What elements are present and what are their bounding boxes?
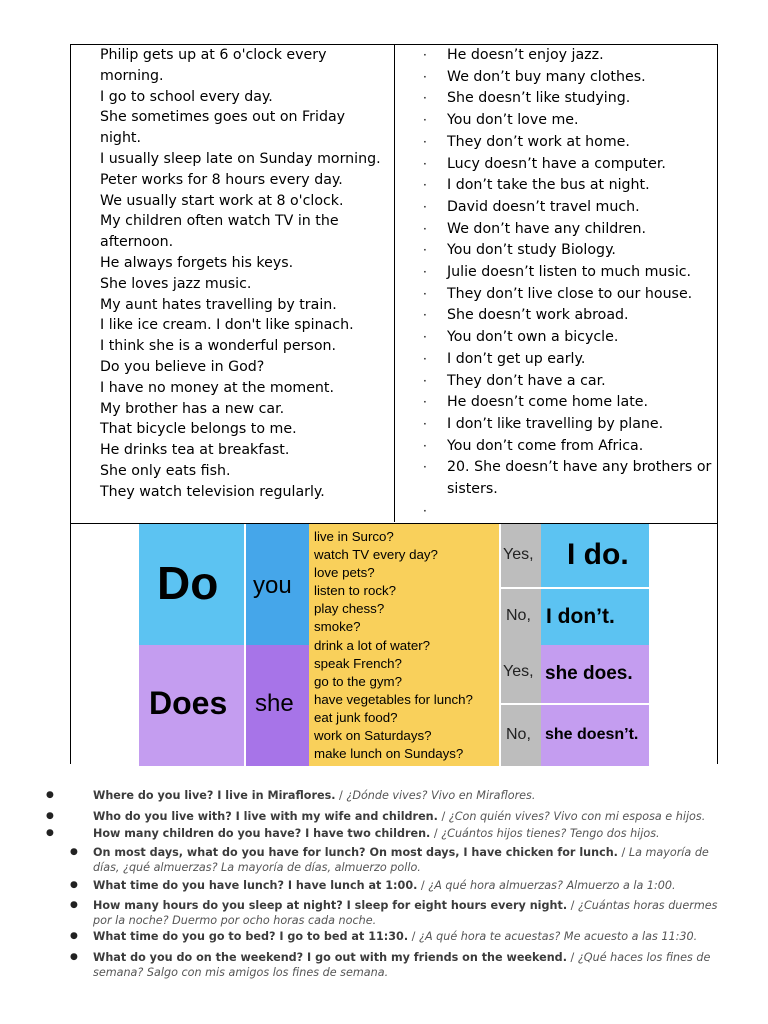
verb-phrase: have vegetables for lunch? xyxy=(314,691,473,707)
list-item: We usually start work at 8 o'clock. xyxy=(100,192,344,209)
list-item xyxy=(420,88,718,110)
list-item-text: They don’t have a car. xyxy=(447,372,606,389)
verb-phrase: play chess? xyxy=(314,601,385,617)
bullet-dot: · xyxy=(423,395,427,410)
list-item xyxy=(420,110,718,132)
does-cell xyxy=(139,645,244,766)
list-item-text: You don’t study Biology. xyxy=(447,242,616,259)
you-label: you xyxy=(253,572,292,599)
list-item xyxy=(420,262,718,284)
no-label: No, xyxy=(506,607,531,624)
separator: / xyxy=(570,951,575,964)
she-label: she xyxy=(255,690,294,717)
list-item-text: You don’t own a bicycle. xyxy=(447,329,619,346)
spanish-text: ¿A qué hora te acuestas? Me acuesto a las 11:30. xyxy=(419,930,698,943)
bullet-dot: · xyxy=(423,503,427,518)
bullet-dot: · xyxy=(423,416,427,431)
bullet-dot: · xyxy=(423,308,427,323)
bullet-dot: · xyxy=(423,91,427,106)
bullet-dot: · xyxy=(423,113,427,128)
english-text: Where do you live? I live in Miraflores. xyxy=(93,789,336,802)
list-item-text: She doesn’t work abroad. xyxy=(447,307,629,324)
verb-phrase-list xyxy=(314,528,473,763)
list-item-text: David doesn’t travel much. xyxy=(447,198,640,215)
yes-cell-2 xyxy=(501,645,541,703)
list-item: I like ice cream. I don't like spinach. xyxy=(100,317,354,334)
affirmative-sentence-list xyxy=(100,45,390,503)
separator: / xyxy=(339,789,343,802)
list-item: I have no money at the moment. xyxy=(100,379,334,396)
bullet-dot: · xyxy=(423,178,427,193)
english-text: What time do you go to bed? I go to bed at 11:30. xyxy=(93,930,409,943)
list-item-text: Lucy doesn’t have a computer. xyxy=(447,155,666,172)
bullet-icon: ● xyxy=(70,880,78,890)
list-item xyxy=(420,305,718,327)
list-item xyxy=(420,132,718,154)
list-item xyxy=(420,240,718,262)
list-item: That bicycle belongs to me. xyxy=(100,421,297,438)
list-item xyxy=(420,457,718,500)
you-cell xyxy=(246,524,309,645)
bullet-icon: ● xyxy=(46,790,54,800)
list-item xyxy=(420,284,718,306)
list-item-text: I don’t take the bus at night. xyxy=(447,177,650,194)
bullet-icon: ● xyxy=(46,811,54,821)
bullet-dot: · xyxy=(423,286,427,301)
list-item-text: He doesn’t come home late. xyxy=(447,394,648,411)
list-item: I usually sleep late on Sunday morning. xyxy=(100,150,381,167)
list-item: I think she is a wonderful person. xyxy=(100,338,336,355)
no-label: No, xyxy=(506,726,531,743)
list-item: They watch television regularly. xyxy=(100,483,325,500)
bullet-icon: ● xyxy=(70,952,78,962)
answer-she-doesnt: she doesn’t. xyxy=(545,726,639,743)
list-item-text: I don’t get up early. xyxy=(447,350,586,367)
yes-label: Yes, xyxy=(503,663,534,680)
list-item-text: They don’t live close to our house. xyxy=(447,285,693,302)
qa-item xyxy=(93,878,723,893)
answer-i-dont-cell xyxy=(541,589,649,645)
separator: / xyxy=(441,810,446,823)
english-text: What time do you have lunch? I have lunch at 1:00. xyxy=(93,879,418,892)
list-item: He always forgets his keys. xyxy=(100,254,294,271)
separator: / xyxy=(420,879,425,892)
verb-phrase: make lunch on Sundays? xyxy=(314,746,464,762)
list-item-text: He doesn’t enjoy jazz. xyxy=(447,47,604,63)
yes-label: Yes, xyxy=(503,546,534,563)
english-text: How many hours do you sleep at night? I sleep for eight hours every night. xyxy=(93,899,568,912)
list-item-text: Julie doesn’t listen to much music. xyxy=(447,264,692,281)
qa-item xyxy=(93,898,723,928)
answer-she-does-cell xyxy=(541,645,649,703)
separator: / xyxy=(621,846,626,859)
bullet-icon: ● xyxy=(70,900,78,910)
verb-phrase: eat junk food? xyxy=(314,709,398,725)
list-item-text: 20. She doesn’t have any brothers or sisters. xyxy=(447,459,712,498)
do-does-grammar-chart xyxy=(139,524,649,766)
bullet-dot: · xyxy=(423,438,427,453)
spanish-text: ¿Cuántas horas duermes por la noche? Duermo por ocho horas cada noche. xyxy=(93,899,718,928)
list-item xyxy=(420,219,718,241)
list-item-text: They don’t work at home. xyxy=(447,133,630,150)
verb-phrase: go to the gym? xyxy=(314,673,402,689)
list-item-text: You don’t love me. xyxy=(447,112,579,129)
verb-phrase: watch TV every day? xyxy=(314,547,438,563)
verb-phrase: live in Surco? xyxy=(314,529,394,544)
list-item xyxy=(420,371,718,393)
answer-i-do-cell xyxy=(541,524,649,587)
list-item xyxy=(420,45,718,67)
yes-cell-1 xyxy=(501,524,541,587)
english-text: Who do you live with? I live with my wife and children. xyxy=(93,810,438,823)
list-item: Philip gets up at 6 o'clock every morning. xyxy=(100,47,327,84)
english-text: On most days, what do you have for lunch? On most days, I have chicken for lunch. xyxy=(93,846,618,859)
list-item-text: She doesn’t like studying. xyxy=(447,90,631,107)
list-item xyxy=(420,67,718,89)
list-item xyxy=(420,414,718,436)
do-cell xyxy=(139,524,244,645)
no-cell-1 xyxy=(501,589,541,645)
bullet-dot: · xyxy=(423,351,427,366)
english-text: What do you do on the weekend? I go out with my friends on the weekend. xyxy=(93,951,567,964)
list-item-text: We don’t buy many clothes. xyxy=(447,68,646,85)
spanish-text: ¿A qué hora almuerzas? Almuerzo a la 1:00. xyxy=(428,879,676,892)
verb-phrase: drink a lot of water? xyxy=(314,637,431,653)
qa-item xyxy=(93,809,723,824)
bullet-dot: · xyxy=(423,48,427,62)
spanish-text: ¿Dónde vives? Vivo en Miraflores. xyxy=(346,789,536,802)
list-item: She only eats fish. xyxy=(100,462,231,479)
bullet-dot: · xyxy=(423,69,427,84)
spanish-text: ¿Cuántos hijos tienes? Tengo dos hijos. xyxy=(441,827,660,840)
bullet-icon: ● xyxy=(70,847,78,857)
answer-she-doesnt-cell xyxy=(541,705,649,766)
does-label: Does xyxy=(149,685,228,721)
verb-phrase: work on Saturdays? xyxy=(314,728,432,744)
list-item: She loves jazz music. xyxy=(100,275,252,292)
list-item xyxy=(420,436,718,458)
negative-sentence-list xyxy=(420,45,718,522)
spanish-text: ¿Con quién vives? Vivo con mi esposa e hijos. xyxy=(448,810,706,823)
do-label: Do xyxy=(157,557,219,609)
list-item: My aunt hates travelling by train. xyxy=(100,296,337,313)
bullet-dot: · xyxy=(423,199,427,214)
qa-item xyxy=(93,845,723,875)
bullet-dot: · xyxy=(423,330,427,345)
verb-phrase: love pets? xyxy=(314,565,375,581)
list-item xyxy=(420,175,718,197)
answer-she-does: she does. xyxy=(545,663,633,684)
bullet-dot: · xyxy=(423,460,427,475)
english-text: How many children do you have? I have two children. xyxy=(93,827,431,840)
list-item xyxy=(420,327,718,349)
bullet-dot: · xyxy=(423,156,427,171)
qa-item xyxy=(93,929,723,944)
bullet-dot: · xyxy=(423,243,427,258)
verb-phrase: speak French? xyxy=(314,655,402,671)
list-item xyxy=(420,197,718,219)
bullet-dot: · xyxy=(423,373,427,388)
separator: / xyxy=(433,827,438,840)
list-item xyxy=(420,392,718,414)
qa-item xyxy=(93,950,723,980)
list-item-text: We don’t have any children. xyxy=(447,220,647,237)
list-item: I go to school every day. xyxy=(100,88,273,105)
bullet-dot: · xyxy=(423,221,427,236)
column-divider xyxy=(394,44,395,522)
answer-i-do: I do. xyxy=(567,538,629,571)
list-item: He drinks tea at breakfast. xyxy=(100,442,290,459)
verb-phrase: smoke? xyxy=(314,619,361,635)
list-item: My brother has a new car. xyxy=(100,400,285,417)
bullet-icon: ● xyxy=(70,931,78,941)
spanish-text: ¿Qué haces los fines de semana? Salgo con mis amigos los fines de semana. xyxy=(93,951,711,980)
no-cell-2 xyxy=(501,705,541,766)
list-item-text: I don’t like travelling by plane. xyxy=(447,415,664,432)
separator: / xyxy=(411,930,416,943)
qa-item xyxy=(93,826,723,841)
list-item xyxy=(420,501,718,522)
she-cell xyxy=(246,645,309,766)
separator: / xyxy=(570,899,575,912)
answer-i-dont: I don’t. xyxy=(546,605,615,628)
list-item: My children often watch TV in the afternoon. xyxy=(100,213,339,251)
list-item xyxy=(420,349,718,371)
bullet-dot: · xyxy=(423,265,427,280)
table-right-border xyxy=(717,523,718,764)
list-item: She sometimes goes out on Friday night. xyxy=(100,109,346,147)
verb-phrase: listen to rock? xyxy=(314,583,397,599)
list-item xyxy=(420,154,718,176)
qa-item xyxy=(93,788,723,803)
list-item-text: You don’t come from Africa. xyxy=(447,437,644,454)
bullet-icon: ● xyxy=(46,828,54,838)
table-left-border xyxy=(70,523,71,764)
list-item: Peter works for 8 hours every day. xyxy=(100,171,343,188)
list-item: Do you believe in God? xyxy=(100,358,265,375)
bullet-dot: · xyxy=(423,134,427,149)
spanish-text: La mayoría de días, ¿qué almuerzas? La mayoría de días, almuerzo pollo. xyxy=(93,846,709,875)
